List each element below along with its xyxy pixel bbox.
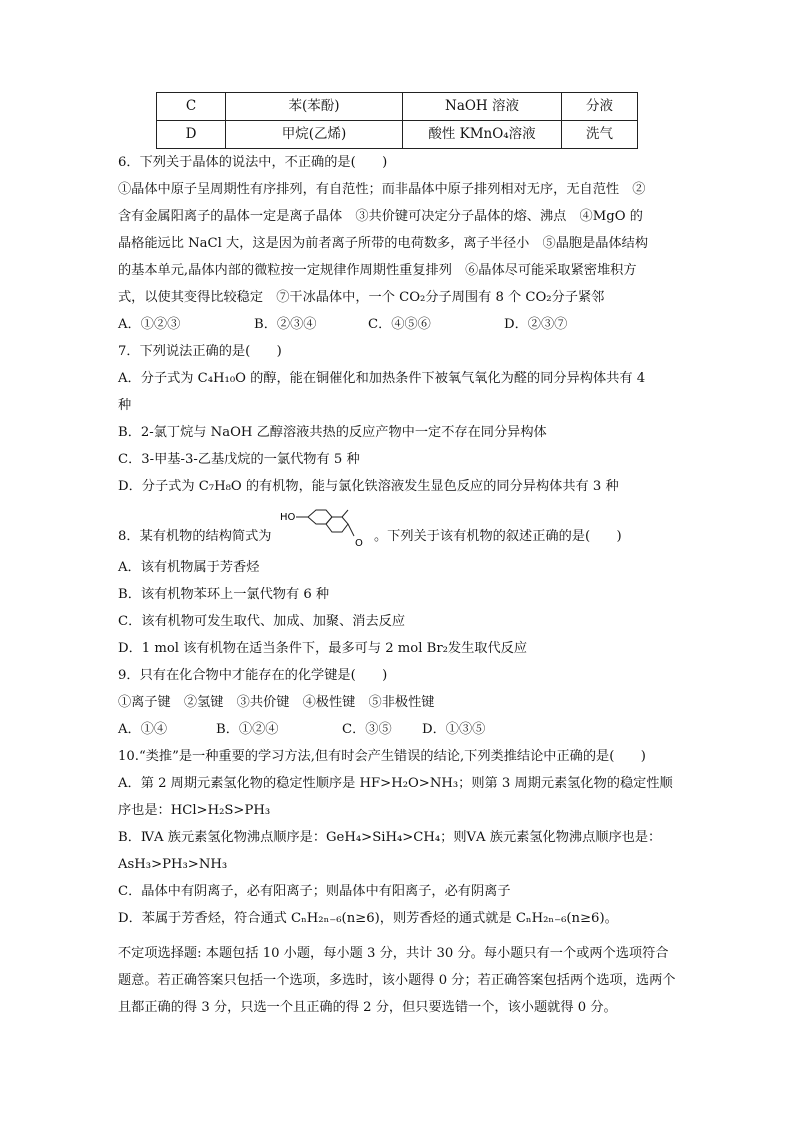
option-a-cont: 种 bbox=[118, 398, 132, 413]
reagent-cell: NaOH 溶液 bbox=[403, 93, 562, 121]
question-stem: 10.“类推”是一种重要的学习方法,但有时会产生错误的结论,下列类推结论中正确的是( ) bbox=[118, 749, 646, 764]
question-7 bbox=[118, 338, 678, 500]
items-line: ①离子键 ②氢键 ③共价键 ④极性键 ⑤非极性键 bbox=[118, 695, 435, 710]
structure-formula-image bbox=[278, 502, 374, 552]
option-d[interactable]: D．分子式为 C₇H₈O 的有机物，能与氯化铁溶液发生显色反应的同分异构体共有 3 种 bbox=[118, 479, 619, 494]
option-a[interactable]: A．①④ bbox=[118, 722, 168, 737]
options-line bbox=[118, 716, 678, 743]
option-a[interactable]: A．①②③ bbox=[118, 317, 181, 332]
question-9 bbox=[118, 662, 678, 743]
statement-line: ①晶体中原子呈周期性有序排列，有自范性；而非晶体中原子排列相对无序，无自范性 ② bbox=[118, 182, 646, 197]
option-a[interactable]: A．分子式为 C₄H₁₀O 的醇，能在铜催化和加热条件下被氧气氧化为醛的同分异构体共有 4 bbox=[118, 371, 646, 386]
option-c[interactable]: C．3-甲基-3-乙基戊烷的一氯代物有 5 种 bbox=[118, 452, 360, 467]
option-b[interactable]: B．①②④ bbox=[216, 722, 279, 737]
option-b[interactable]: B．该有机物苯环上一氯代物有 6 种 bbox=[118, 587, 330, 602]
option-d[interactable]: D．①③⑤ bbox=[422, 722, 486, 737]
table-row bbox=[157, 93, 638, 121]
question-stem: 6．下列关于晶体的说法中，不正确的是( ) bbox=[118, 155, 388, 170]
option-a-cont: 序也是：HCl>H₂S>PH₃ bbox=[118, 803, 271, 818]
option-c[interactable]: C．晶体中有阴离子，必有阳离子；则晶体中有阳离子，必有阴离子 bbox=[118, 884, 511, 899]
method-cell: 分液 bbox=[562, 93, 638, 121]
statement-line: 的基本单元,晶体内部的微粒按一定规律作周期性重复排列 ⑥晶体尽可能采取紧密堆积方 bbox=[118, 263, 637, 278]
question-stem: 8．某有机物的结构简式为 bbox=[118, 529, 272, 544]
question-stem: 7．下列说法正确的是( ) bbox=[118, 344, 282, 359]
option-d[interactable]: D．②③⑦ bbox=[504, 317, 568, 332]
ho-label: HO bbox=[280, 512, 296, 523]
question-stem: 9．只有在化合物中才能存在的化学键是( ) bbox=[118, 668, 388, 683]
option-a[interactable]: A．第 2 周期元素氢化物的稳定性顺序是 HF>H₂O>NH₃；则第 3 周期元素氢化物的稳定性顺 bbox=[118, 776, 673, 791]
question-10 bbox=[118, 743, 678, 932]
exam-page bbox=[118, 92, 678, 1021]
row-label: C bbox=[157, 93, 226, 121]
substance-cell: 苯(苯酚) bbox=[226, 93, 403, 121]
option-b-cont: AsH₃>PH₃>NH₃ bbox=[118, 857, 228, 872]
section-instructions: 不定项选择题: 本题包括 10 小题，每小题 3 分，共计 30 分。每小题只有一个或两个选项符合题意。若正确答案只包括一个选项，多选时，该小题得 0 分；若正确答案包括两个选项，选两个且都正确的得 3 分，只选一个且正确的得 2 分，但只要选错一个，该小题就得 0 分。 bbox=[118, 946, 676, 1015]
statement-line: 晶格能远比 NaCl 大，这是因为前者离子所带的电荷数多，离子半径小 ⑤晶胞是晶体结构 bbox=[118, 236, 649, 251]
row-label: D bbox=[157, 121, 226, 149]
substance-cell: 甲烷(乙烯) bbox=[226, 121, 403, 149]
question-stem-row bbox=[118, 500, 678, 554]
question-8 bbox=[118, 500, 678, 662]
option-c[interactable]: C．该有机物可发生取代、加成、加聚、消去反应 bbox=[118, 614, 406, 629]
o-label: O bbox=[355, 538, 363, 549]
options-table bbox=[156, 92, 638, 149]
question-6 bbox=[118, 149, 678, 338]
option-c[interactable]: C．③⑤ bbox=[342, 722, 392, 737]
method-cell: 洗气 bbox=[562, 121, 638, 149]
option-a[interactable]: A．该有机物属于芳香烃 bbox=[118, 560, 260, 575]
reagent-cell: 酸性 KMnO₄溶液 bbox=[403, 121, 562, 149]
option-d[interactable]: D．1 mol 该有机物在适当条件下，最多可与 2 mol Br₂发生取代反应 bbox=[118, 641, 528, 656]
table-row bbox=[157, 121, 638, 149]
option-b[interactable]: B．ⅣA 族元素氢化物沸点顺序是：GeH₄>SiH₄>CH₄；则ⅤA 族元素氢化物沸点顺序也是： bbox=[118, 830, 662, 845]
options-line bbox=[118, 311, 678, 338]
option-b[interactable]: B．2-氯丁烷与 NaOH 乙醇溶液共热的反应产物中一定不存在同分异构体 bbox=[118, 425, 547, 440]
option-b[interactable]: B．②③④ bbox=[254, 317, 317, 332]
option-d[interactable]: D．苯属于芳香烃，符合通式 CₙH₂ₙ₋₆(n≥6)，则芳香烃的通式就是 CₙH₂ₙ₋₆(n≥6)。 bbox=[118, 911, 618, 926]
option-c[interactable]: C．④⑤⑥ bbox=[368, 317, 431, 332]
question-stem-cont: 。下列关于该有机物的叙述正确的是( ) bbox=[374, 529, 622, 544]
statement-line: 式，以使其变得比较稳定 ⑦干冰晶体中，一个 CO₂分子周围有 8 个 CO₂分子紧邻 bbox=[118, 290, 605, 305]
statement-line: 含有金属阳离子的晶体一定是离子晶体 ③共价键可决定分子晶体的熔、沸点 ④MgO 的 bbox=[118, 209, 643, 224]
